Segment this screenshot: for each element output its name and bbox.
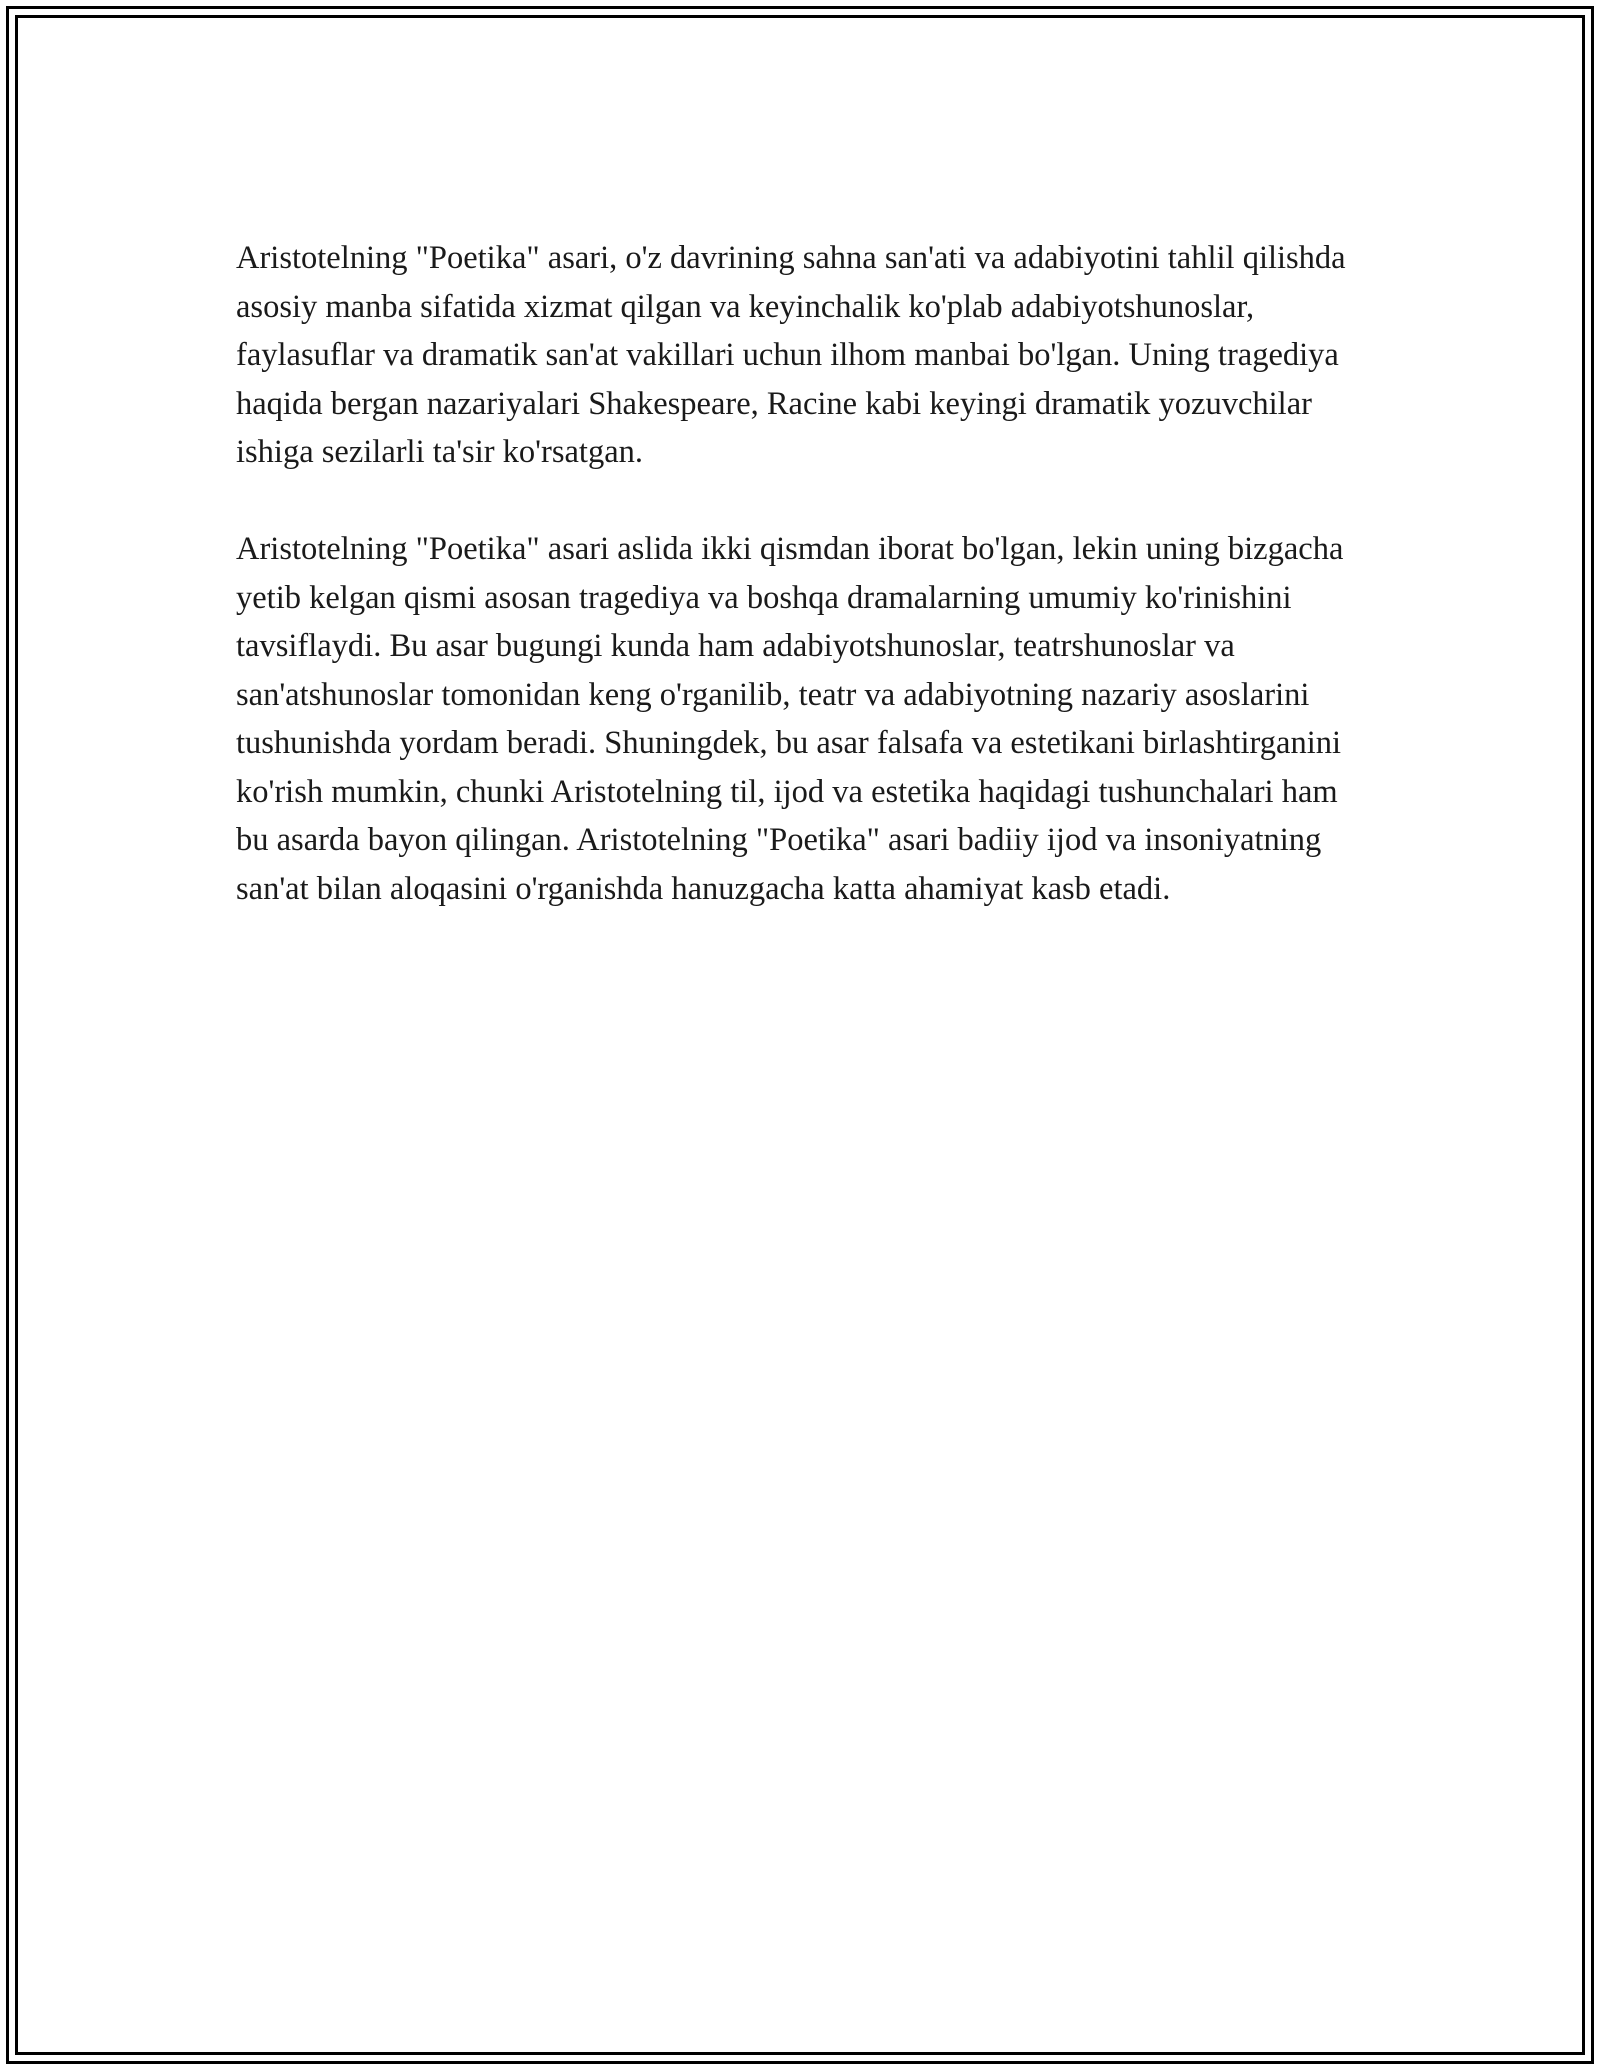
document-body (236, 234, 1376, 913)
paragraph-1: Aristotelning "Poetika" asari, o'z davrining sahna san'ati va adabiyotini tahlil qilishda asosiy manba sifatida xizmat qilgan va keyinchalik ko'plab adabiyotshunoslar, faylasuflar va dramatik san'at vakillari uchun ilhom manbai bo'lgan. Uning tragediya haqida bergan nazariyalari Shakespeare, Racine kabi keyingi dramatik yozuvchilar ishiga sezilarli ta'sir ko'rsatgan. (236, 240, 1346, 470)
paragraph-2: Aristotelning "Poetika" asari aslida ikki qismdan iborat bo'lgan, lekin uning bizgacha yetib kelgan qismi asosan tragediya va boshqa dramalarning umumiy ko'rinishini tavsiflaydi. Bu asar bugungi kunda ham adabiyotshunoslar, teatrshunoslar va san'atshunoslar tomonidan keng o'rganilib, teatr va adabiyotning nazariy asoslarini tushunishda yordam beradi. Shuningdek, bu asar falsafa va estetikani birlashtirganini ko'rish mumkin, chunki Aristotelning til, ijod va estetika haqidagi tushunchalari ham bu asarda bayon qilingan. Aristotelning "Poetika" asari badiiy ijod va insoniyatning san'at bilan aloqasini o'rganishda hanuzgacha katta ahamiyat kasb etadi. (236, 531, 1344, 907)
